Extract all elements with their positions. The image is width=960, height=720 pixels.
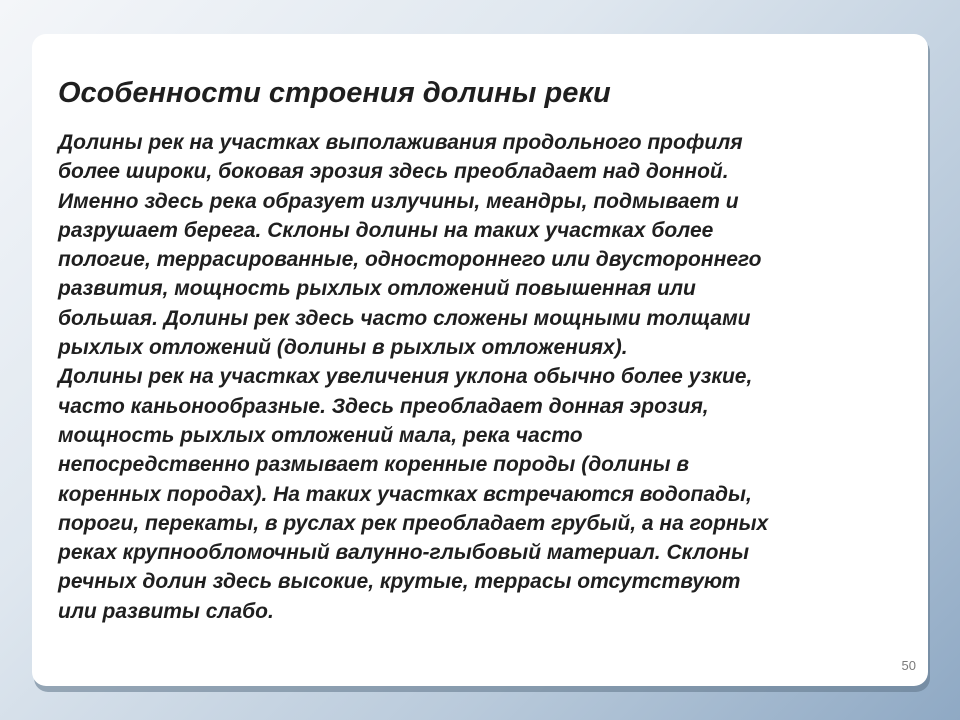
paragraph-2-line: Долины рек на участках увеличения уклона обычно более узкие, xyxy=(58,365,753,389)
slide-card xyxy=(32,34,928,686)
slide-title: Особенности строения долины реки xyxy=(58,77,611,109)
paragraph-2-line: речных долин здесь высокие, крутые, террасы отсутствуют xyxy=(58,570,741,594)
page-number: 50 xyxy=(901,658,916,673)
paragraph-1-line: пологие, террасированные, одностороннего или двустороннего xyxy=(58,248,762,272)
paragraph-1-line: более широки, боковая эрозия здесь преобладает над донной. xyxy=(58,160,729,184)
paragraph-2-line: реках крупнообломочный валунно-глыбовый материал. Склоны xyxy=(58,541,750,565)
slide-body xyxy=(58,128,908,626)
paragraph-1-line: Именно здесь река образует излучины, меандры, подмывает и xyxy=(58,189,739,213)
paragraph-2-line: коренных породах). На таких участках встречаются водопады, xyxy=(58,482,752,506)
paragraph-2-line: пороги, перекаты, в руслах рек преобладает грубый, а на горных xyxy=(58,511,769,535)
paragraph-2-line: часто каньонообразные. Здесь преобладает донная эрозия, xyxy=(58,394,709,418)
paragraph-1-line: большая. Долины рек здесь часто сложены мощными толщами xyxy=(58,306,751,330)
paragraph-2-line: непосредственно размывает коренные породы (долины в xyxy=(58,453,690,477)
paragraph-1-line: разрушает берега. Склоны долины на таких участках более xyxy=(58,218,714,242)
paragraph-1-line: рыхлых отложений (долины в рыхлых отложениях). xyxy=(58,336,628,360)
paragraph-1-line: Долины рек на участках выполаживания продольного профиля xyxy=(58,131,743,154)
paragraph-1-line: развития, мощность рыхлых отложений повышенная или xyxy=(58,277,696,301)
paragraph-2-line: или развиты слабо. xyxy=(58,599,274,623)
paragraph-2-line: мощность рыхлых отложений мала, река часто xyxy=(58,423,583,447)
